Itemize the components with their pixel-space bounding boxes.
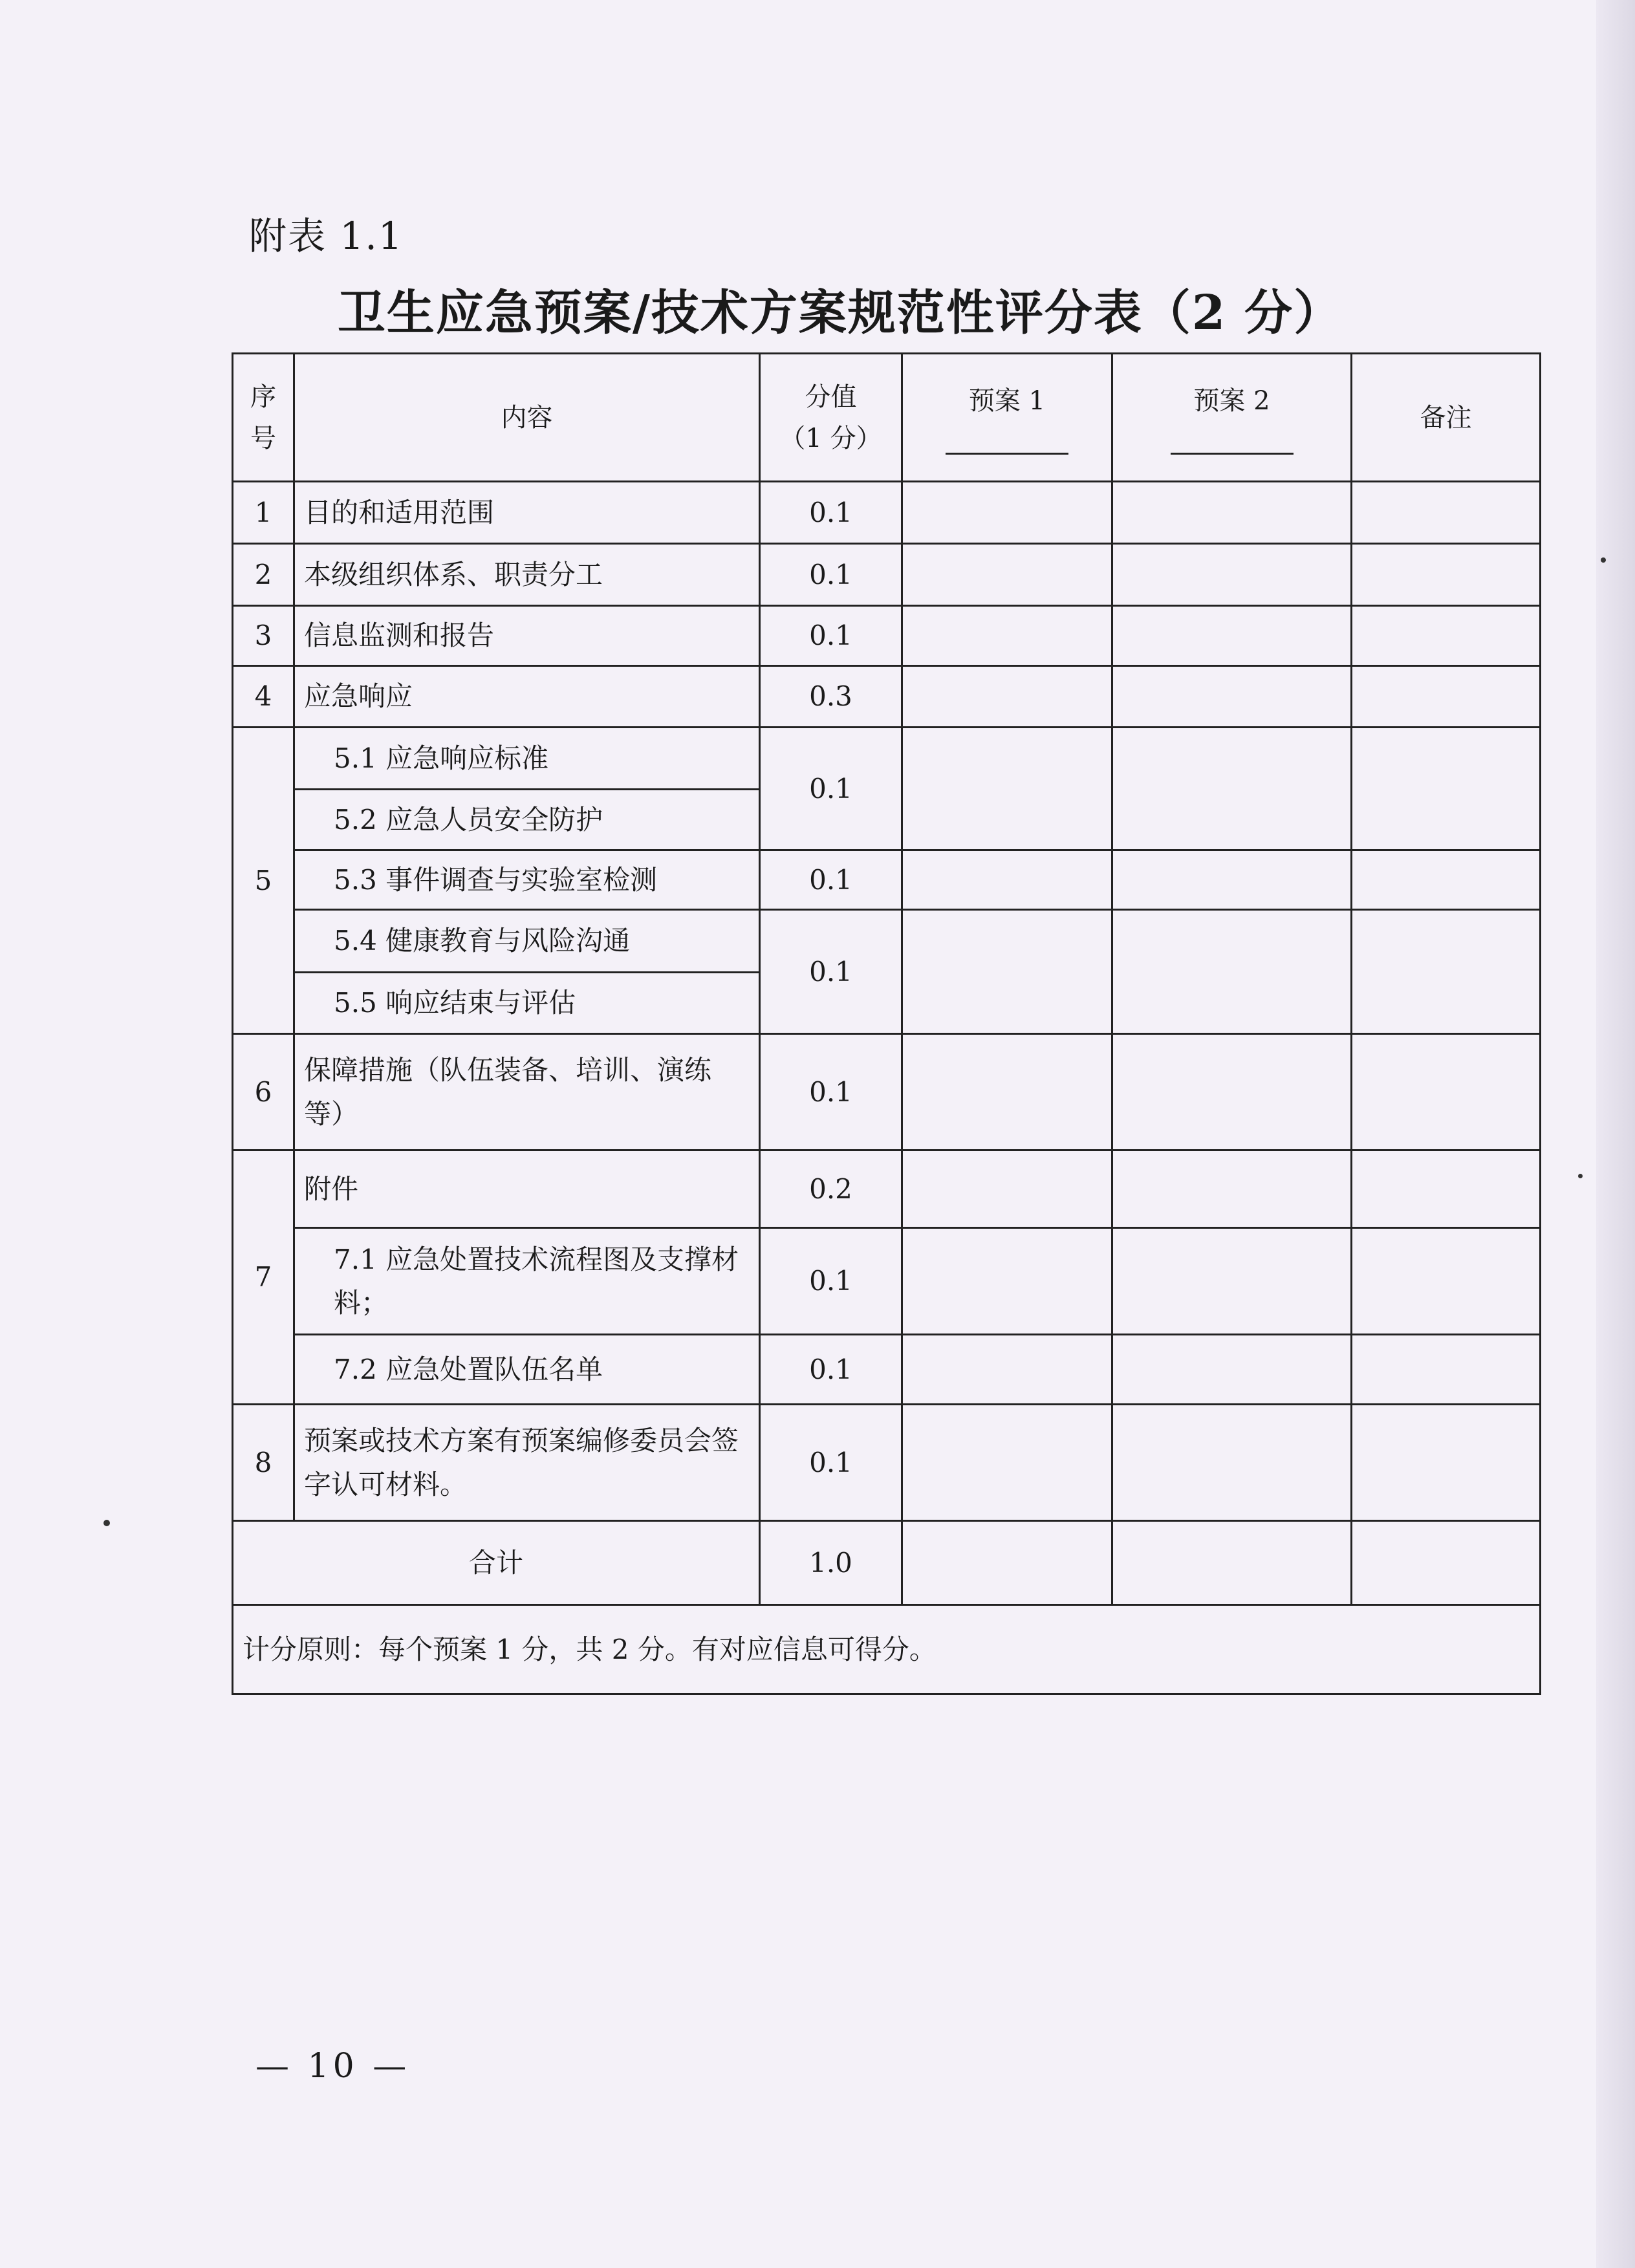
remark-total-cell[interactable] — [1352, 1521, 1541, 1605]
row-subcontent: 5.3 事件调查与实验室检测 — [294, 850, 760, 910]
row-subcontent: 5.5 响应结束与评估 — [294, 973, 760, 1034]
plan2-cell[interactable] — [1112, 728, 1352, 850]
remark-cell[interactable] — [1352, 1335, 1541, 1405]
row-score: 0.1 — [760, 910, 902, 1034]
table-row — [233, 606, 1541, 666]
table-row — [233, 1150, 1541, 1228]
plan2-cell[interactable] — [1112, 850, 1352, 910]
plan2-cell[interactable] — [1112, 544, 1352, 606]
plan1-cell[interactable] — [902, 1228, 1112, 1335]
remark-cell[interactable] — [1352, 544, 1541, 606]
total-label: 合计 — [233, 1521, 760, 1605]
plan1-cell[interactable] — [902, 666, 1112, 728]
table-row — [233, 1335, 1541, 1405]
page-title: 卫生应急预案/技术方案规范性评分表（2 分） — [337, 285, 1343, 341]
row-seq: 7 — [233, 1150, 294, 1405]
plan1-total-cell[interactable] — [902, 1521, 1112, 1605]
table-row — [233, 850, 1541, 910]
remark-cell[interactable] — [1352, 1034, 1541, 1150]
plan1-cell[interactable] — [902, 1034, 1112, 1150]
page-number: — 10 — — [255, 2047, 411, 2086]
header-seq: 序号 — [233, 354, 294, 482]
table-row — [233, 910, 1541, 973]
row-content: 预案或技术方案有预案编修委员会签字认可材料。 — [294, 1405, 760, 1521]
row-content: 保障措施（队伍装备、培训、演练等） — [294, 1034, 760, 1150]
header-plan2-label: 预案 2 — [1193, 386, 1270, 416]
total-score: 1.0 — [760, 1521, 902, 1605]
row-content: 应急响应 — [294, 666, 760, 728]
header-plan1-label: 预案 1 — [968, 386, 1046, 416]
scan-speck — [103, 1520, 110, 1526]
table-row — [233, 1228, 1541, 1335]
plan1-cell[interactable] — [902, 850, 1112, 910]
row-seq: 4 — [233, 666, 294, 728]
row-seq: 2 — [233, 544, 294, 606]
row-subcontent: 7.1 应急处置技术流程图及支撑材料； — [294, 1228, 760, 1335]
header-plan2 — [1112, 354, 1352, 482]
scoring-rule: 计分原则：每个预案 1 分，共 2 分。有对应信息可得分。 — [233, 1605, 1541, 1694]
row-content: 信息监测和报告 — [294, 606, 760, 666]
plan1-cell[interactable] — [902, 728, 1112, 850]
row-score: 0.1 — [760, 1405, 902, 1521]
table-row — [233, 544, 1541, 606]
row-seq: 8 — [233, 1405, 294, 1521]
plan2-cell[interactable] — [1112, 910, 1352, 1034]
row-score: 0.1 — [760, 606, 902, 666]
row-score: 0.1 — [760, 728, 902, 850]
remark-cell[interactable] — [1352, 666, 1541, 728]
remark-cell[interactable] — [1352, 1150, 1541, 1228]
table-row — [233, 482, 1541, 544]
header-score — [760, 354, 902, 482]
row-subcontent: 5.4 健康教育与风险沟通 — [294, 910, 760, 973]
row-content: 本级组织体系、职责分工 — [294, 544, 760, 606]
scan-speck — [1578, 1174, 1583, 1178]
table-header-row — [233, 354, 1541, 482]
table-row — [233, 1405, 1541, 1521]
remark-cell[interactable] — [1352, 910, 1541, 1034]
plan1-name-blank — [946, 453, 1068, 455]
row-score: 0.3 — [760, 666, 902, 728]
scan-speck — [1601, 557, 1606, 563]
remark-cell[interactable] — [1352, 1228, 1541, 1335]
row-score: 0.1 — [760, 850, 902, 910]
row-subcontent: 5.1 应急响应标准 — [294, 728, 760, 790]
appendix-label: 附表 1.1 — [249, 214, 404, 258]
row-score: 0.1 — [760, 1335, 902, 1405]
plan2-total-cell[interactable] — [1112, 1521, 1352, 1605]
plan1-cell[interactable] — [902, 1335, 1112, 1405]
row-content: 附件 — [294, 1150, 760, 1228]
row-score: 0.2 — [760, 1150, 902, 1228]
plan2-cell[interactable] — [1112, 1228, 1352, 1335]
plan1-cell[interactable] — [902, 1405, 1112, 1521]
remark-cell[interactable] — [1352, 606, 1541, 666]
remark-cell[interactable] — [1352, 728, 1541, 850]
row-seq: 5 — [233, 728, 294, 1034]
row-score: 0.1 — [760, 544, 902, 606]
plan1-cell[interactable] — [902, 544, 1112, 606]
row-subcontent: 7.2 应急处置队伍名单 — [294, 1335, 760, 1405]
plan2-cell[interactable] — [1112, 1335, 1352, 1405]
row-subcontent: 5.2 应急人员安全防护 — [294, 790, 760, 850]
total-row — [233, 1521, 1541, 1605]
row-seq: 3 — [233, 606, 294, 666]
plan2-name-blank — [1171, 453, 1294, 455]
header-score-line1: 分值 — [805, 382, 857, 412]
plan2-cell[interactable] — [1112, 1034, 1352, 1150]
table-row — [233, 728, 1541, 790]
plan1-cell[interactable] — [902, 482, 1112, 544]
plan1-cell[interactable] — [902, 606, 1112, 666]
header-score-line2: （1 分） — [779, 423, 882, 453]
header-plan1 — [902, 354, 1112, 482]
plan2-cell[interactable] — [1112, 482, 1352, 544]
scoring-rule-row — [233, 1605, 1541, 1694]
remark-cell[interactable] — [1352, 1405, 1541, 1521]
plan1-cell[interactable] — [902, 1150, 1112, 1228]
header-content: 内容 — [294, 354, 760, 482]
table-row — [233, 666, 1541, 728]
remark-cell[interactable] — [1352, 482, 1541, 544]
row-score: 0.1 — [760, 1228, 902, 1335]
row-score: 0.1 — [760, 1034, 902, 1150]
plan2-cell[interactable] — [1112, 1150, 1352, 1228]
row-seq: 1 — [233, 482, 294, 544]
remark-cell[interactable] — [1352, 850, 1541, 910]
row-seq: 6 — [233, 1034, 294, 1150]
row-score: 0.1 — [760, 482, 902, 544]
header-remark: 备注 — [1352, 354, 1541, 482]
plan2-cell[interactable] — [1112, 606, 1352, 666]
row-content: 目的和适用范围 — [294, 482, 760, 544]
plan1-cell[interactable] — [902, 910, 1112, 1034]
table-row — [233, 1034, 1541, 1150]
plan2-cell[interactable] — [1112, 666, 1352, 728]
scoring-table — [232, 352, 1541, 1695]
plan2-cell[interactable] — [1112, 1405, 1352, 1521]
